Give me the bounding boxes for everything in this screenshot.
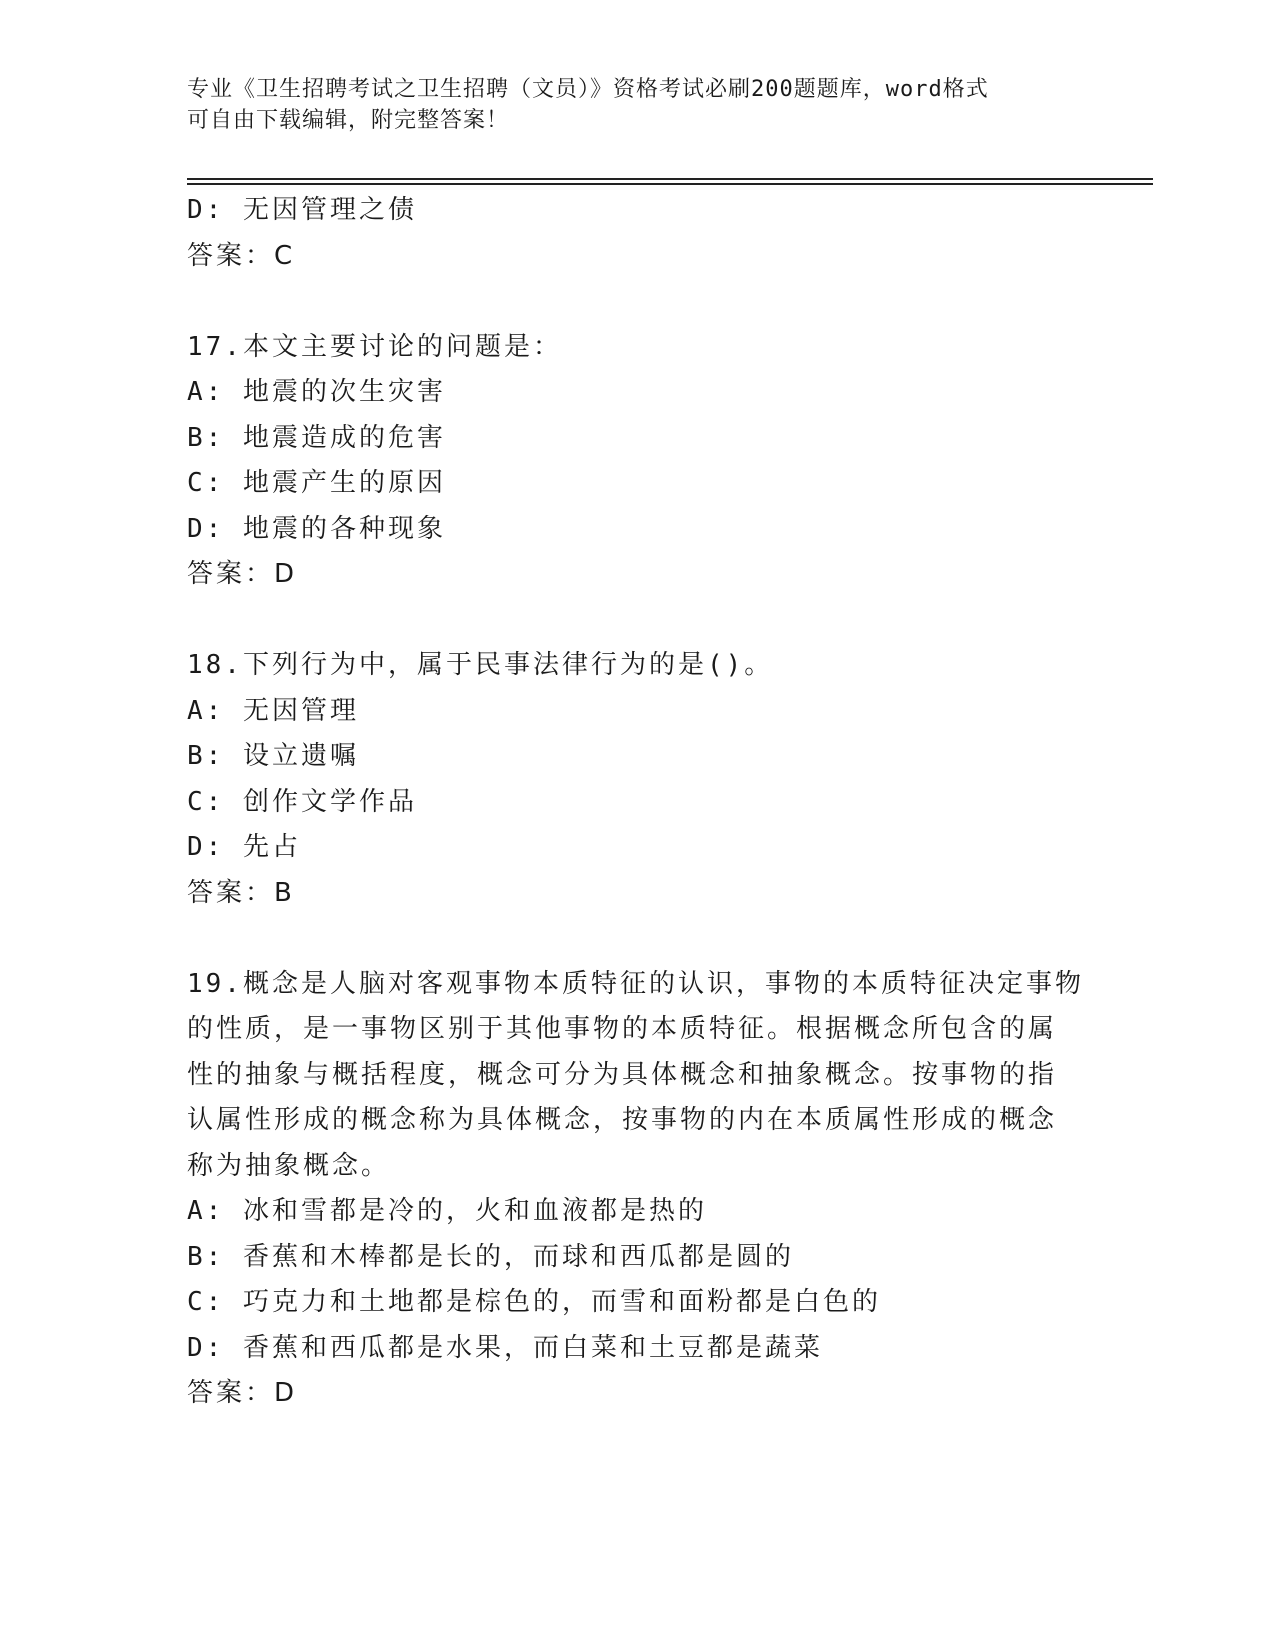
question-18-option-b: B: 设立遗嘱 bbox=[187, 741, 359, 771]
header-divider-top bbox=[187, 178, 1153, 180]
page-header bbox=[187, 74, 1067, 136]
spacer bbox=[187, 916, 1087, 962]
prev-question-option-d: D: 无因管理之债 bbox=[187, 195, 417, 225]
question-19-option-b: B: 香蕉和木棒都是长的，而球和西瓜都是圆的 bbox=[187, 1241, 794, 1272]
question-18 bbox=[187, 643, 1087, 916]
question-18-option-d: D: 先占 bbox=[187, 832, 301, 862]
question-18-option-a: A: 无因管理 bbox=[187, 695, 359, 726]
question-17-option-c: C: 地震产生的原因 bbox=[187, 468, 446, 498]
spacer bbox=[187, 279, 1087, 325]
question-18-answer: 答案：B bbox=[187, 877, 295, 908]
question-19-option-a: A: 冰和雪都是冷的，火和血液都是热的 bbox=[187, 1196, 707, 1226]
question-19-option-c: C: 巧克力和土地都是棕色的，而雪和面粉都是白色的 bbox=[187, 1287, 881, 1317]
question-17-option-a: A: 地震的次生灾害 bbox=[187, 377, 446, 407]
question-19-stem-line-4: 认属性形成的概念称为具体概念，按事物的内在本质属性形成的概念 bbox=[187, 1105, 1058, 1135]
question-19-stem-line-5: 称为抽象概念。 bbox=[187, 1150, 391, 1181]
header-divider-bottom bbox=[187, 183, 1153, 185]
question-19-stem-line-2: 的性质，是一事物区别于其他事物的本质特征。根据概念所包含的属 bbox=[187, 1014, 1058, 1044]
header-title-line-1: 专业《卫生招聘考试之卫生招聘（文员）》资格考试必刷200题题库，word格式 bbox=[187, 77, 989, 102]
header-title-line-2: 可自由下载编辑，附完整答案！ bbox=[187, 108, 510, 133]
question-18-option-c: C: 创作文学作品 bbox=[187, 786, 417, 817]
spacer bbox=[187, 598, 1087, 644]
question-17-stem: 17.本文主要讨论的问题是： bbox=[187, 331, 562, 362]
question-19-stem-line-1: 19.概念是人脑对客观事物本质特征的认识，事物的本质特征决定事物 bbox=[187, 968, 1084, 999]
question-17-option-d: D: 地震的各种现象 bbox=[187, 513, 446, 544]
question-19-option-d: D: 香蕉和西瓜都是水果，而白菜和土豆都是蔬菜 bbox=[187, 1332, 823, 1363]
question-17-option-b: B: 地震造成的危害 bbox=[187, 422, 446, 453]
question-list bbox=[187, 188, 1087, 1417]
question-17 bbox=[187, 325, 1087, 598]
question-18-stem: 18.下列行为中，属于民事法律行为的是()。 bbox=[187, 650, 774, 680]
prev-question-answer: 答案：C bbox=[187, 240, 296, 271]
question-19-stem-line-3: 性的抽象与概括程度，概念可分为具体概念和抽象概念。按事物的指 bbox=[187, 1059, 1058, 1090]
question-17-answer: 答案：D bbox=[187, 559, 298, 589]
question-19 bbox=[187, 962, 1087, 1417]
question-19-answer: 答案：D bbox=[187, 1378, 298, 1408]
